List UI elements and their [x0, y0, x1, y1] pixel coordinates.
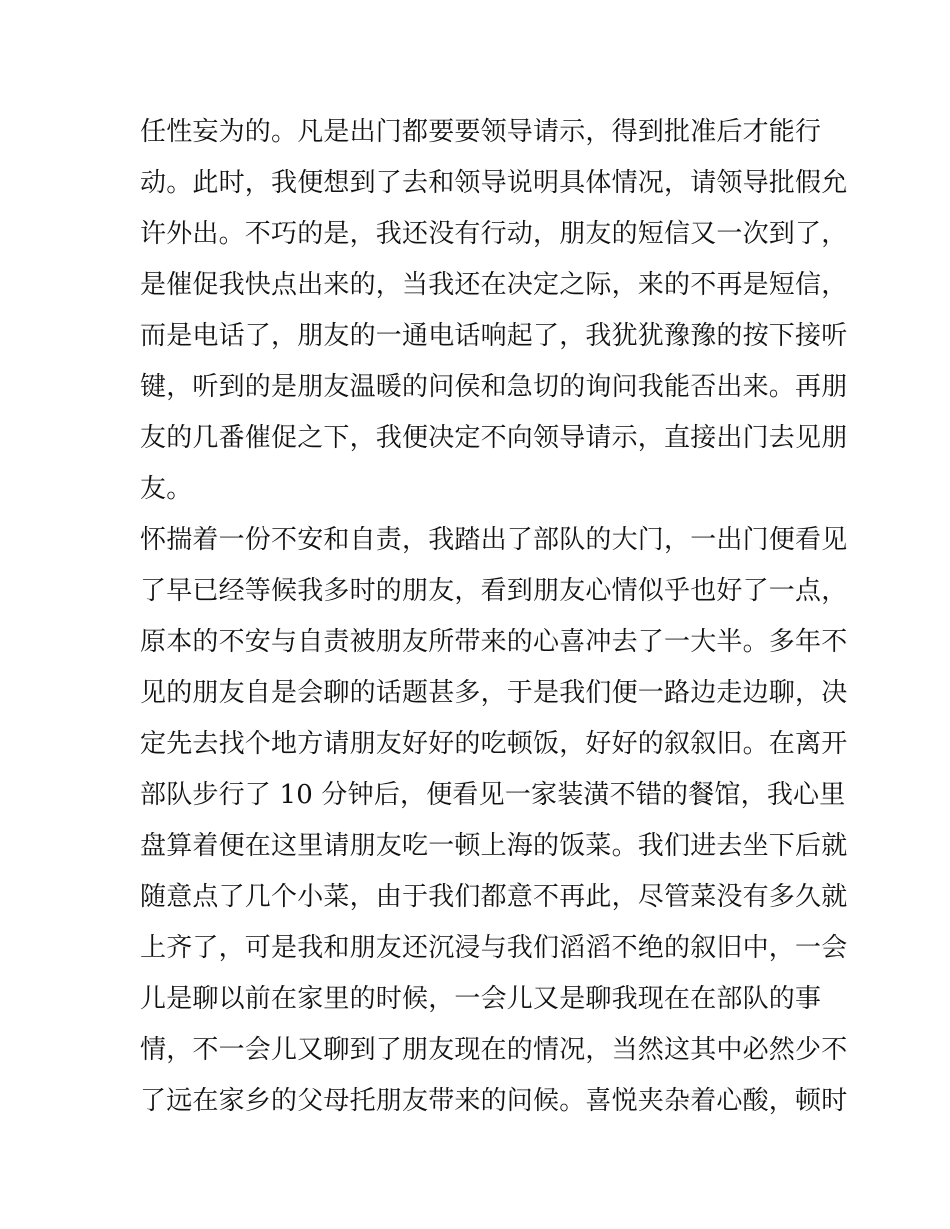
text-line: 键，听到的是朋友温暖的问侯和急切的询问我能否出来。再朋: [140, 372, 848, 402]
text-line: 原本的不安与自责被朋友所带来的心喜冲去了一大半。多年不: [140, 627, 848, 657]
text-line: 儿是聊以前在家里的时候，一会儿又是聊我现在在部队的事: [140, 984, 822, 1014]
text-line: 定先去找个地方请朋友好好的吃顿饭，好好的叙叙旧。在离开: [140, 729, 848, 759]
text-line: 情，不一会儿又聊到了朋友现在的情况，当然这其中必然少不: [140, 1035, 848, 1065]
text-line: 许外出。不巧的是，我还没有行动，朋友的短信又一次到了，: [140, 219, 848, 249]
text-line: 了远在家乡的父母托朋友带来的问候。喜悦夹杂着心酸，顿时: [140, 1086, 848, 1116]
body-text: [140, 107, 848, 1127]
text-line: 而是电话了，朋友的一通电话响起了，我犹犹豫豫的按下接听: [140, 321, 848, 351]
text-line: 部队步行了 10 分钟后，便看见一家装潢不错的餐馆，我心里: [140, 780, 846, 810]
text-line: 任性妄为的。凡是出门都要要领导请示，得到批准后才能行: [140, 117, 822, 147]
text-line: 随意点了几个小菜，由于我们都意不再此，尽管菜没有多久就: [140, 882, 848, 912]
text-line: 动。此时，我便想到了去和领导说明具体情况，请领导批假允: [140, 168, 848, 198]
text-line: 盘算着便在这里请朋友吃一顿上海的饭菜。我们进去坐下后就: [140, 831, 848, 861]
text-line: 怀揣着一份不安和自责，我踏出了部队的大门，一出门便看见: [140, 525, 848, 555]
text-line: 见的朋友自是会聊的话题甚多，于是我们便一路边走边聊，决: [140, 678, 848, 708]
text-line: 友。: [140, 474, 193, 504]
text-line: 上齐了，可是我和朋友还沉浸与我们滔滔不绝的叙旧中，一会: [140, 933, 848, 963]
text-line: 了早已经等候我多时的朋友，看到朋友心情似乎也好了一点，: [140, 576, 848, 606]
text-line: 是催促我快点出来的，当我还在决定之际，来的不再是短信，: [140, 270, 848, 300]
text-line: 友的几番催促之下，我便决定不向领导请示，直接出门去见朋: [140, 423, 848, 453]
